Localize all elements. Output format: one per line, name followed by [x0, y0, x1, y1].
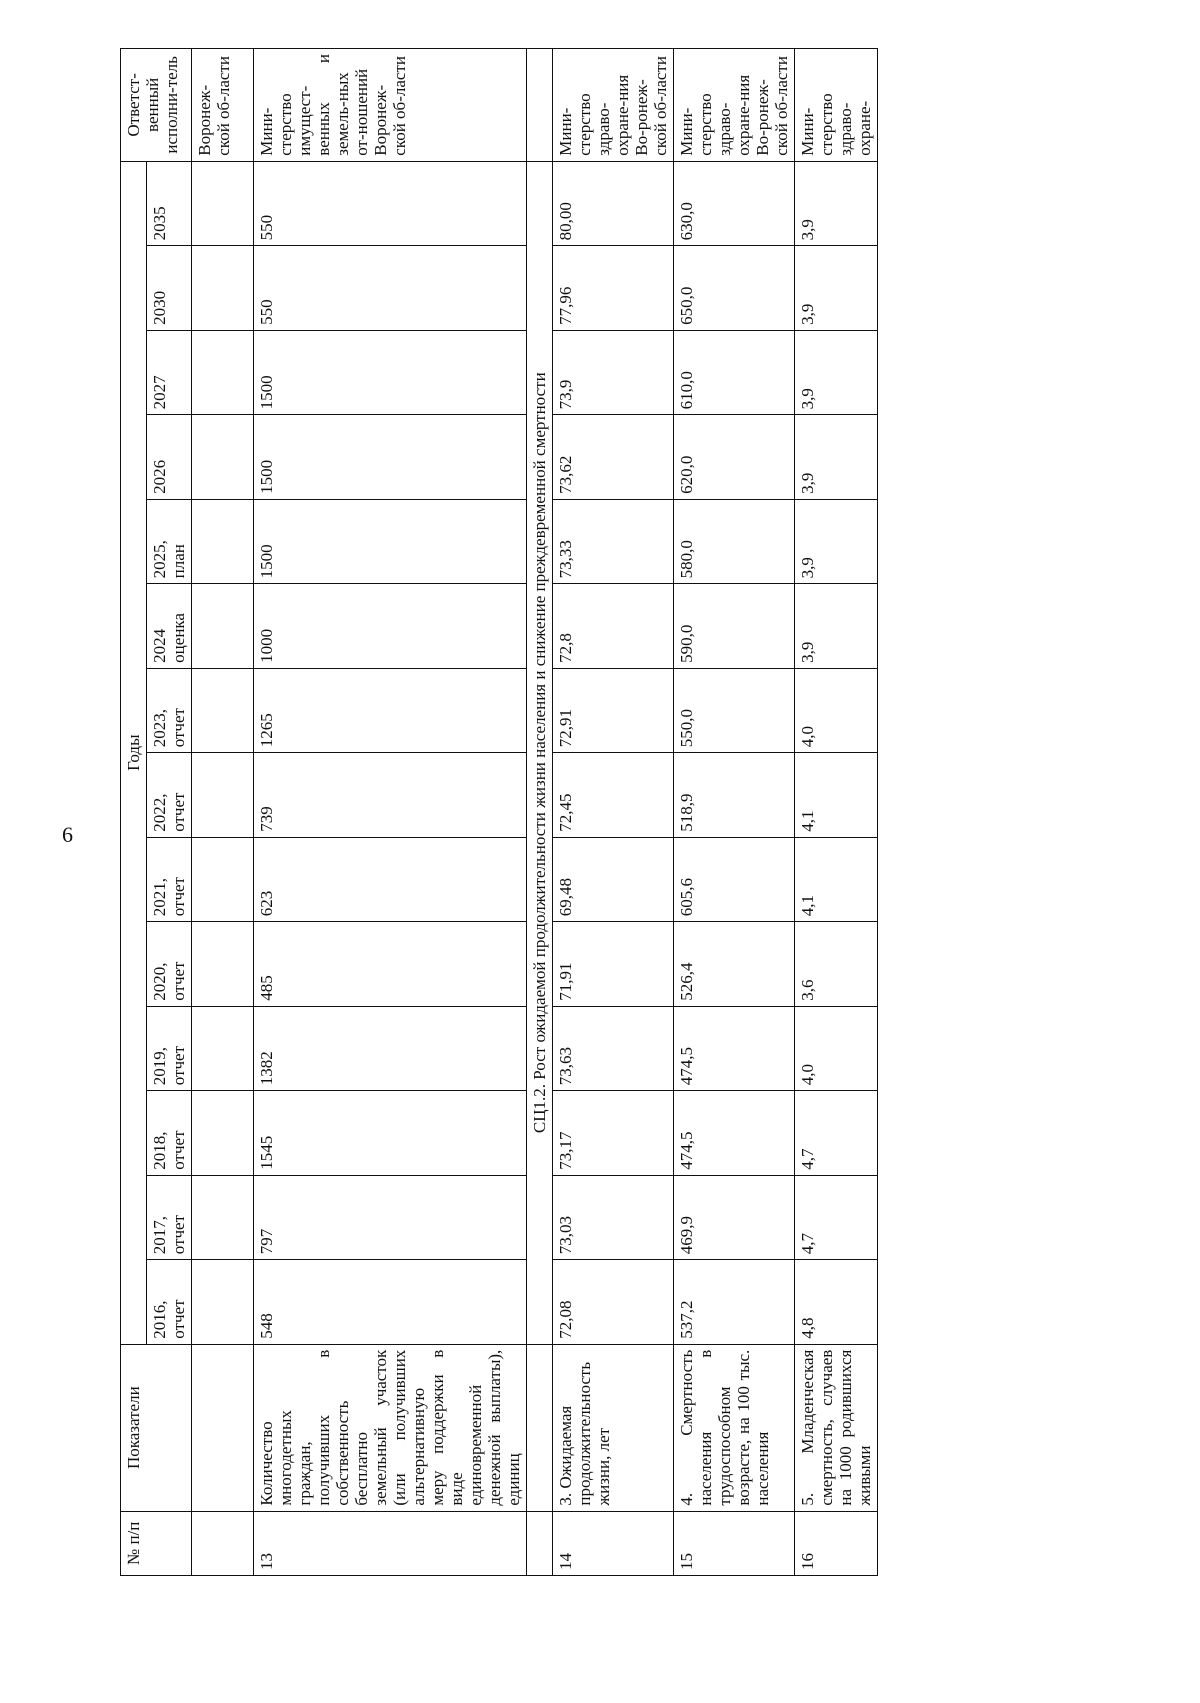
rotated-table-area [120, 48, 1090, 1576]
row-value: 77,96 [553, 246, 674, 330]
row-value: 537,2 [674, 1260, 795, 1344]
row-value: 3,9 [795, 499, 878, 583]
row-value: 605,6 [674, 837, 795, 921]
row-indicator: Количество многодетных граждан, получивших в собственность бесплатно земельный участок (или получивших альтернативную меру поддержки в виде единовременной денежной выплаты), единиц [254, 1344, 527, 1511]
header-responsible: Ответст-венный исполни-тель [121, 49, 192, 162]
row-value: 623 [254, 837, 527, 921]
header-year: 2016, отчет [147, 1260, 192, 1344]
row-value: 4,7 [795, 1091, 878, 1175]
row-value: 72,8 [553, 584, 674, 668]
row-value: 1500 [254, 499, 527, 583]
table-row [795, 49, 878, 1576]
row-value: 4,8 [795, 1260, 878, 1344]
row-indicator: 5. Младенческая смертность, случаев на 1000 родившихся живыми [795, 1344, 878, 1511]
row-value: 797 [254, 1175, 527, 1259]
row-value: 4,7 [795, 1175, 878, 1259]
row-value: 548 [254, 1260, 527, 1344]
header-num: № п/п [121, 1511, 192, 1575]
header-year: 2019, отчет [147, 1006, 192, 1090]
table-row [553, 49, 674, 1576]
header-year: 2035 [147, 161, 192, 246]
row-value: 739 [254, 753, 527, 837]
row-indicator: 4. Смертность населения в трудоспособном возрасте, на 100 тыс. населения [674, 1344, 795, 1511]
row-value: 550,0 [674, 668, 795, 752]
row-value: 630,0 [674, 161, 795, 246]
row-value: 72,91 [553, 668, 674, 752]
row-responsible: Мини-стерство здраво-охране-ния Во-ронеж-ской об-ласти [553, 49, 674, 162]
row-num: 16 [795, 1511, 878, 1575]
row-responsible: Мини-стерство здраво-охране- [795, 49, 878, 162]
header-year: 2023, отчет [147, 668, 192, 752]
continuation-responsible: Воронеж-ской об-ласти [192, 49, 254, 162]
row-value: 1500 [254, 415, 527, 499]
row-value: 69,48 [553, 837, 674, 921]
row-value: 1500 [254, 330, 527, 414]
header-year: 2030 [147, 246, 192, 330]
row-value: 469,9 [674, 1175, 795, 1259]
row-value: 485 [254, 922, 527, 1006]
header-year: 2024 оценка [147, 584, 192, 668]
row-value: 73,03 [553, 1175, 674, 1259]
section-row [527, 49, 553, 1576]
row-value: 4,0 [795, 668, 878, 752]
table-row [674, 49, 795, 1576]
row-value: 3,9 [795, 161, 878, 246]
row-value: 72,08 [553, 1260, 674, 1344]
row-value: 73,62 [553, 415, 674, 499]
header-year: 2018, отчет [147, 1091, 192, 1175]
row-responsible: Мини-стерство имущест-венных и земель-ных от-ношений Воронеж-ской об-ласти [254, 49, 527, 162]
row-num: 13 [254, 1511, 527, 1575]
header-years-group: Годы [121, 161, 147, 1344]
section-title: СЦ1.2. Рост ожидаемой продолжительности жизни населения и снижение преждевременной смертности [527, 161, 553, 1344]
row-indicator: 3. Ожидаемая продолжительность жизни, лет [553, 1344, 674, 1511]
row-value: 650,0 [674, 246, 795, 330]
row-value: 4,0 [795, 1006, 878, 1090]
row-value: 3,6 [795, 922, 878, 1006]
row-value: 80,00 [553, 161, 674, 246]
header-year: 2025, план [147, 499, 192, 583]
row-value: 3,9 [795, 584, 878, 668]
row-value: 72,45 [553, 753, 674, 837]
row-value: 3,9 [795, 415, 878, 499]
row-value: 73,17 [553, 1091, 674, 1175]
row-value: 71,91 [553, 922, 674, 1006]
row-value: 550 [254, 161, 527, 246]
row-responsible: Мини-стерство здраво-охране-ния Во-ронеж-ской об-ласти [674, 49, 795, 162]
header-year: 2027 [147, 330, 192, 414]
row-value: 73,33 [553, 499, 674, 583]
row-value: 73,63 [553, 1006, 674, 1090]
row-value: 620,0 [674, 415, 795, 499]
header-year: 2017, отчет [147, 1175, 192, 1259]
header-row-1 [121, 49, 147, 1576]
table-row [254, 49, 527, 1576]
header-year: 2026 [147, 415, 192, 499]
row-value: 73,9 [553, 330, 674, 414]
row-value: 590,0 [674, 584, 795, 668]
row-value: 526,4 [674, 922, 795, 1006]
row-value: 1382 [254, 1006, 527, 1090]
row-value: 550 [254, 246, 527, 330]
row-value: 610,0 [674, 330, 795, 414]
header-year: 2020, отчет [147, 922, 192, 1006]
page-number: 6 [62, 822, 73, 847]
header-year: 2021, отчет [147, 837, 192, 921]
indicators-table [120, 48, 878, 1576]
row-value: 580,0 [674, 499, 795, 583]
row-value: 4,1 [795, 753, 878, 837]
row-value: 3,9 [795, 330, 878, 414]
row-num: 14 [553, 1511, 674, 1575]
row-value: 518,9 [674, 753, 795, 837]
header-indicator: Показатели [121, 1344, 192, 1511]
row-value: 1545 [254, 1091, 527, 1175]
row-value: 474,5 [674, 1091, 795, 1175]
header-year: 2022, отчет [147, 753, 192, 837]
row-value: 1000 [254, 584, 527, 668]
row-value: 4,1 [795, 837, 878, 921]
row-value: 474,5 [674, 1006, 795, 1090]
continuation-row [192, 49, 254, 1576]
row-num: 15 [674, 1511, 795, 1575]
row-value: 3,9 [795, 246, 878, 330]
row-value: 1265 [254, 668, 527, 752]
